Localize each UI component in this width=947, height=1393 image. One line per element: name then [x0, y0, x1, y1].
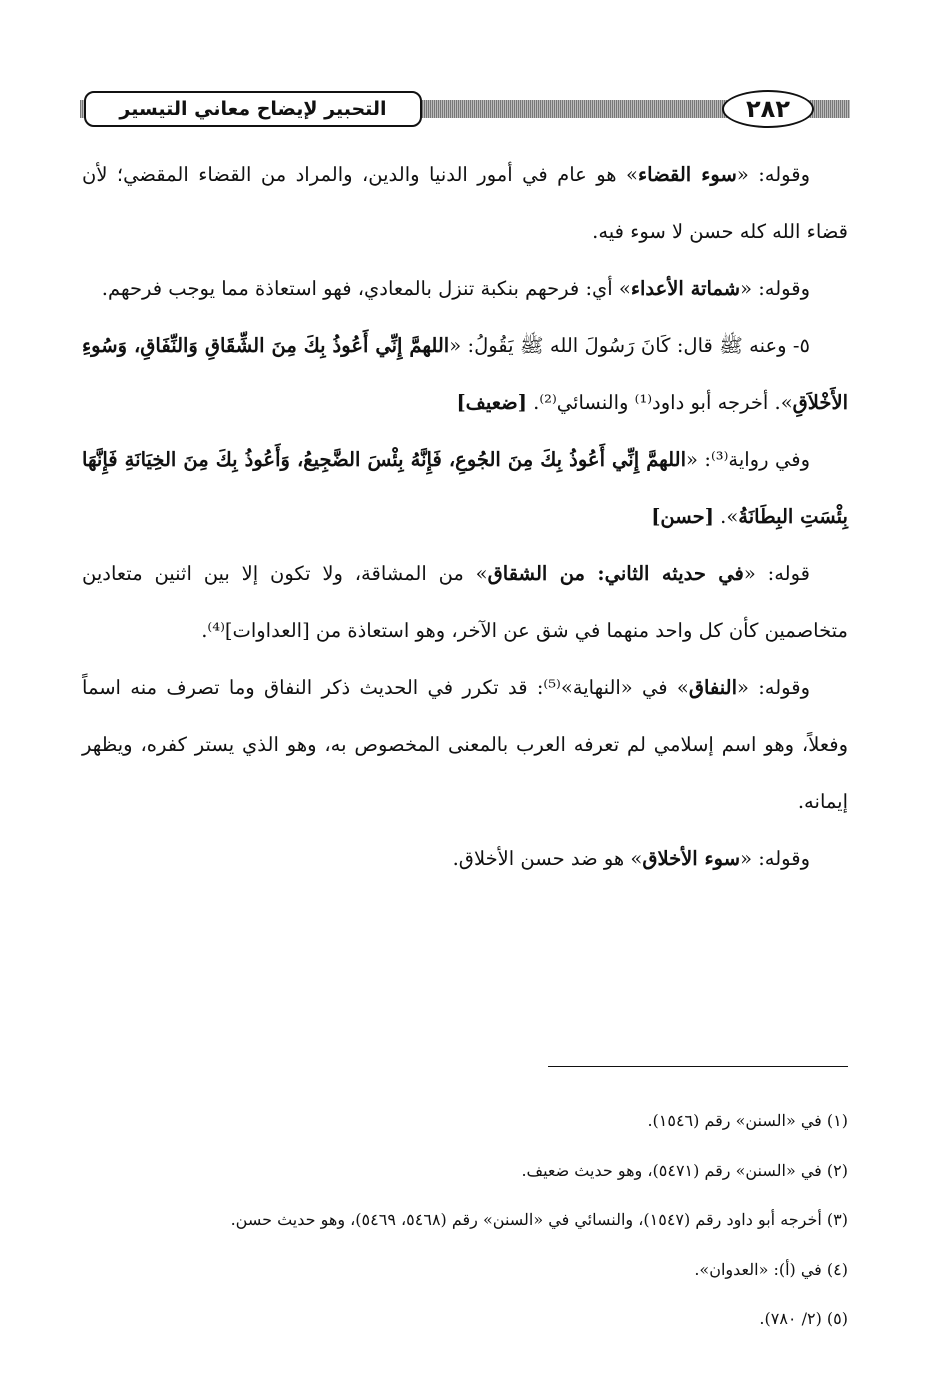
- text-run: وقوله: «: [737, 676, 810, 699]
- quoted-term: في حديثه الثاني: من الشقاق: [487, 562, 744, 585]
- footnotes: [110, 1096, 848, 1344]
- text-run: وقوله: «: [740, 277, 810, 300]
- book-title: التحبير لإيضاح معاني التيسير: [84, 91, 422, 127]
- grading-label: [ضعيف]: [456, 391, 527, 414]
- text-run: قوله: «: [743, 562, 810, 585]
- quoted-term: النفاق: [688, 676, 737, 699]
- paragraph-2: [82, 260, 848, 317]
- paragraph-6: [82, 659, 848, 830]
- text-run: » من المشاقة، ولا تكون إلا بين اثنين متعادين متخاصمين كأن كل واحد منهما في شق عن الآخر، وهو استعاذة من [العداوات]⁽⁴⁾.: [82, 562, 848, 642]
- text-run: ».: [713, 505, 739, 528]
- text-run: وفي رواية⁽³⁾: «: [686, 448, 810, 471]
- running-header: [80, 88, 850, 132]
- quoted-term: شماتة الأعداء: [630, 277, 741, 300]
- paragraph-7: [82, 830, 848, 887]
- quoted-term: سوء القضاء: [637, 163, 737, 186]
- page-number: ٢٨٢: [722, 90, 814, 128]
- hadith-text: اللهمَّ إِنِّي أَعُوذُ بِكَ مِنَ الشِّقَاقِ وَالنِّفَاقِ، وَسُوءِ الأَخْلاَقِ: [82, 334, 848, 414]
- footnote-4: (٤) في (أ): «العدوان».: [694, 1259, 848, 1279]
- text-run: » أي: فرحهم بنكبة تنزل بالمعادي، فهو استعاذة مما يوجب فرحهم.: [101, 277, 631, 300]
- quoted-term: سوء الأخلاق: [642, 847, 741, 870]
- footnote-5: (٥) (٢/ ٧٨٠).: [759, 1309, 848, 1328]
- hadith-text: اللهمَّ إِنِّي أَعُوذُ بِكَ مِنَ الجُوعِ، فَإِنَّهُ بِئْسَ الضَّجِيعُ، وَأَعُوذُ بِكَ مِنَ الخِيَانَةِ فَإِنَّهَا بِئْسَتِ البِطَانَةُ: [82, 448, 848, 528]
- text-run: ٥- وعنه ﷺ قال: كَانَ رَسُولَ الله ﷺ يَقُولُ: «: [449, 334, 810, 357]
- text-run: » هو ضد حسن الأخلاق.: [452, 847, 643, 870]
- paragraph-1: [82, 146, 848, 260]
- text-run: » في «النهاية»⁽⁵⁾: قد تكرر في الحديث ذكر النفاق وما تصرف منه اسماً وفعلاً، وهو اسم إسلامي لم تعرفه العرب بالمعنى المخصوص به، وهو الذي يستر كفره، ويظهر إيمانه.: [82, 676, 848, 813]
- grading-label: [حسن]: [651, 505, 714, 528]
- paragraph-5: [82, 545, 848, 659]
- footnote-separator: [548, 1066, 848, 1067]
- footnote-1: (١) في «السنن» رقم (١٥٤٦).: [647, 1111, 848, 1130]
- main-text: [82, 146, 848, 887]
- text-run: وقوله: «: [740, 847, 810, 870]
- footnote-3: (٣) أخرجه أبو داود رقم (١٥٤٧)، والنسائي في «السنن» رقم (٥٤٦٨، ٥٤٦٩)، وهو حديث حسن.: [230, 1210, 848, 1229]
- footnote-2: (٢) في «السنن» رقم (٥٤٧١)، وهو حديث ضعيف.: [521, 1160, 848, 1180]
- text-run: ». أخرجه أبو داود⁽¹⁾ والنسائي⁽²⁾.: [526, 391, 793, 414]
- text-run: وقوله: «: [736, 163, 810, 186]
- hadith-5-variant: [82, 431, 848, 545]
- text-run: » هو عام في أمور الدنيا والدين، والمراد من القضاء المقضي؛ لأن قضاء الله كله حسن لا سوء فيه.: [82, 163, 848, 243]
- hadith-5: [82, 317, 848, 431]
